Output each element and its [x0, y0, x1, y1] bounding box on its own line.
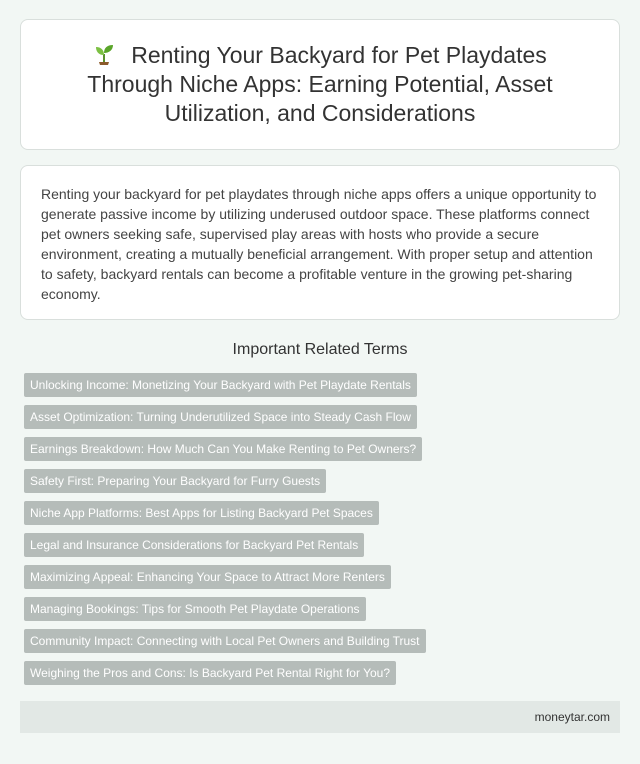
related-term-link[interactable]: Asset Optimization: Turning Underutilized Space into Steady Cash Flow	[24, 405, 417, 429]
footer-site[interactable]: moneytar.com	[534, 710, 610, 724]
related-term-link[interactable]: Safety First: Preparing Your Backyard for Furry Guests	[24, 469, 326, 493]
related-term-link[interactable]: Legal and Insurance Considerations for Backyard Pet Rentals	[24, 533, 364, 557]
page-title	[51, 41, 589, 128]
related-term-link[interactable]: Community Impact: Connecting with Local Pet Owners and Building Trust	[24, 629, 426, 653]
intro-text: Renting your backyard for pet playdates through niche apps offers a unique opportunity to generate passive income by utilizing underused outdoor space. These platforms connect pet owners seeking safe, supervised play areas with hosts who provide a secure environment, creating a mutually beneficial arrangement. With proper setup and attention to safety, backyard rentals can become a profitable venture in the growing pet-sharing economy.	[41, 186, 597, 302]
related-term-link[interactable]: Managing Bookings: Tips for Smooth Pet Playdate Operations	[24, 597, 366, 621]
related-terms-list	[24, 373, 426, 693]
related-terms-heading: Important Related Terms	[232, 341, 408, 358]
sprout-icon	[93, 43, 115, 65]
related-term-link[interactable]: Niche App Platforms: Best Apps for Listing Backyard Pet Spaces	[24, 501, 379, 525]
title-card	[20, 19, 620, 150]
related-term-link[interactable]: Unlocking Income: Monetizing Your Backyard with Pet Playdate Rentals	[24, 373, 417, 397]
related-term-link[interactable]: Weighing the Pros and Cons: Is Backyard Pet Rental Right for You?	[24, 661, 396, 685]
intro-card	[20, 165, 620, 320]
footer	[20, 701, 620, 733]
related-term-link[interactable]: Earnings Breakdown: How Much Can You Make Renting to Pet Owners?	[24, 437, 422, 461]
page-title-text: Renting Your Backyard for Pet Playdates Through Niche Apps: Earning Potential, Asset Utilization, and Considerations	[87, 42, 553, 126]
related-term-link[interactable]: Maximizing Appeal: Enhancing Your Space to Attract More Renters	[24, 565, 391, 589]
